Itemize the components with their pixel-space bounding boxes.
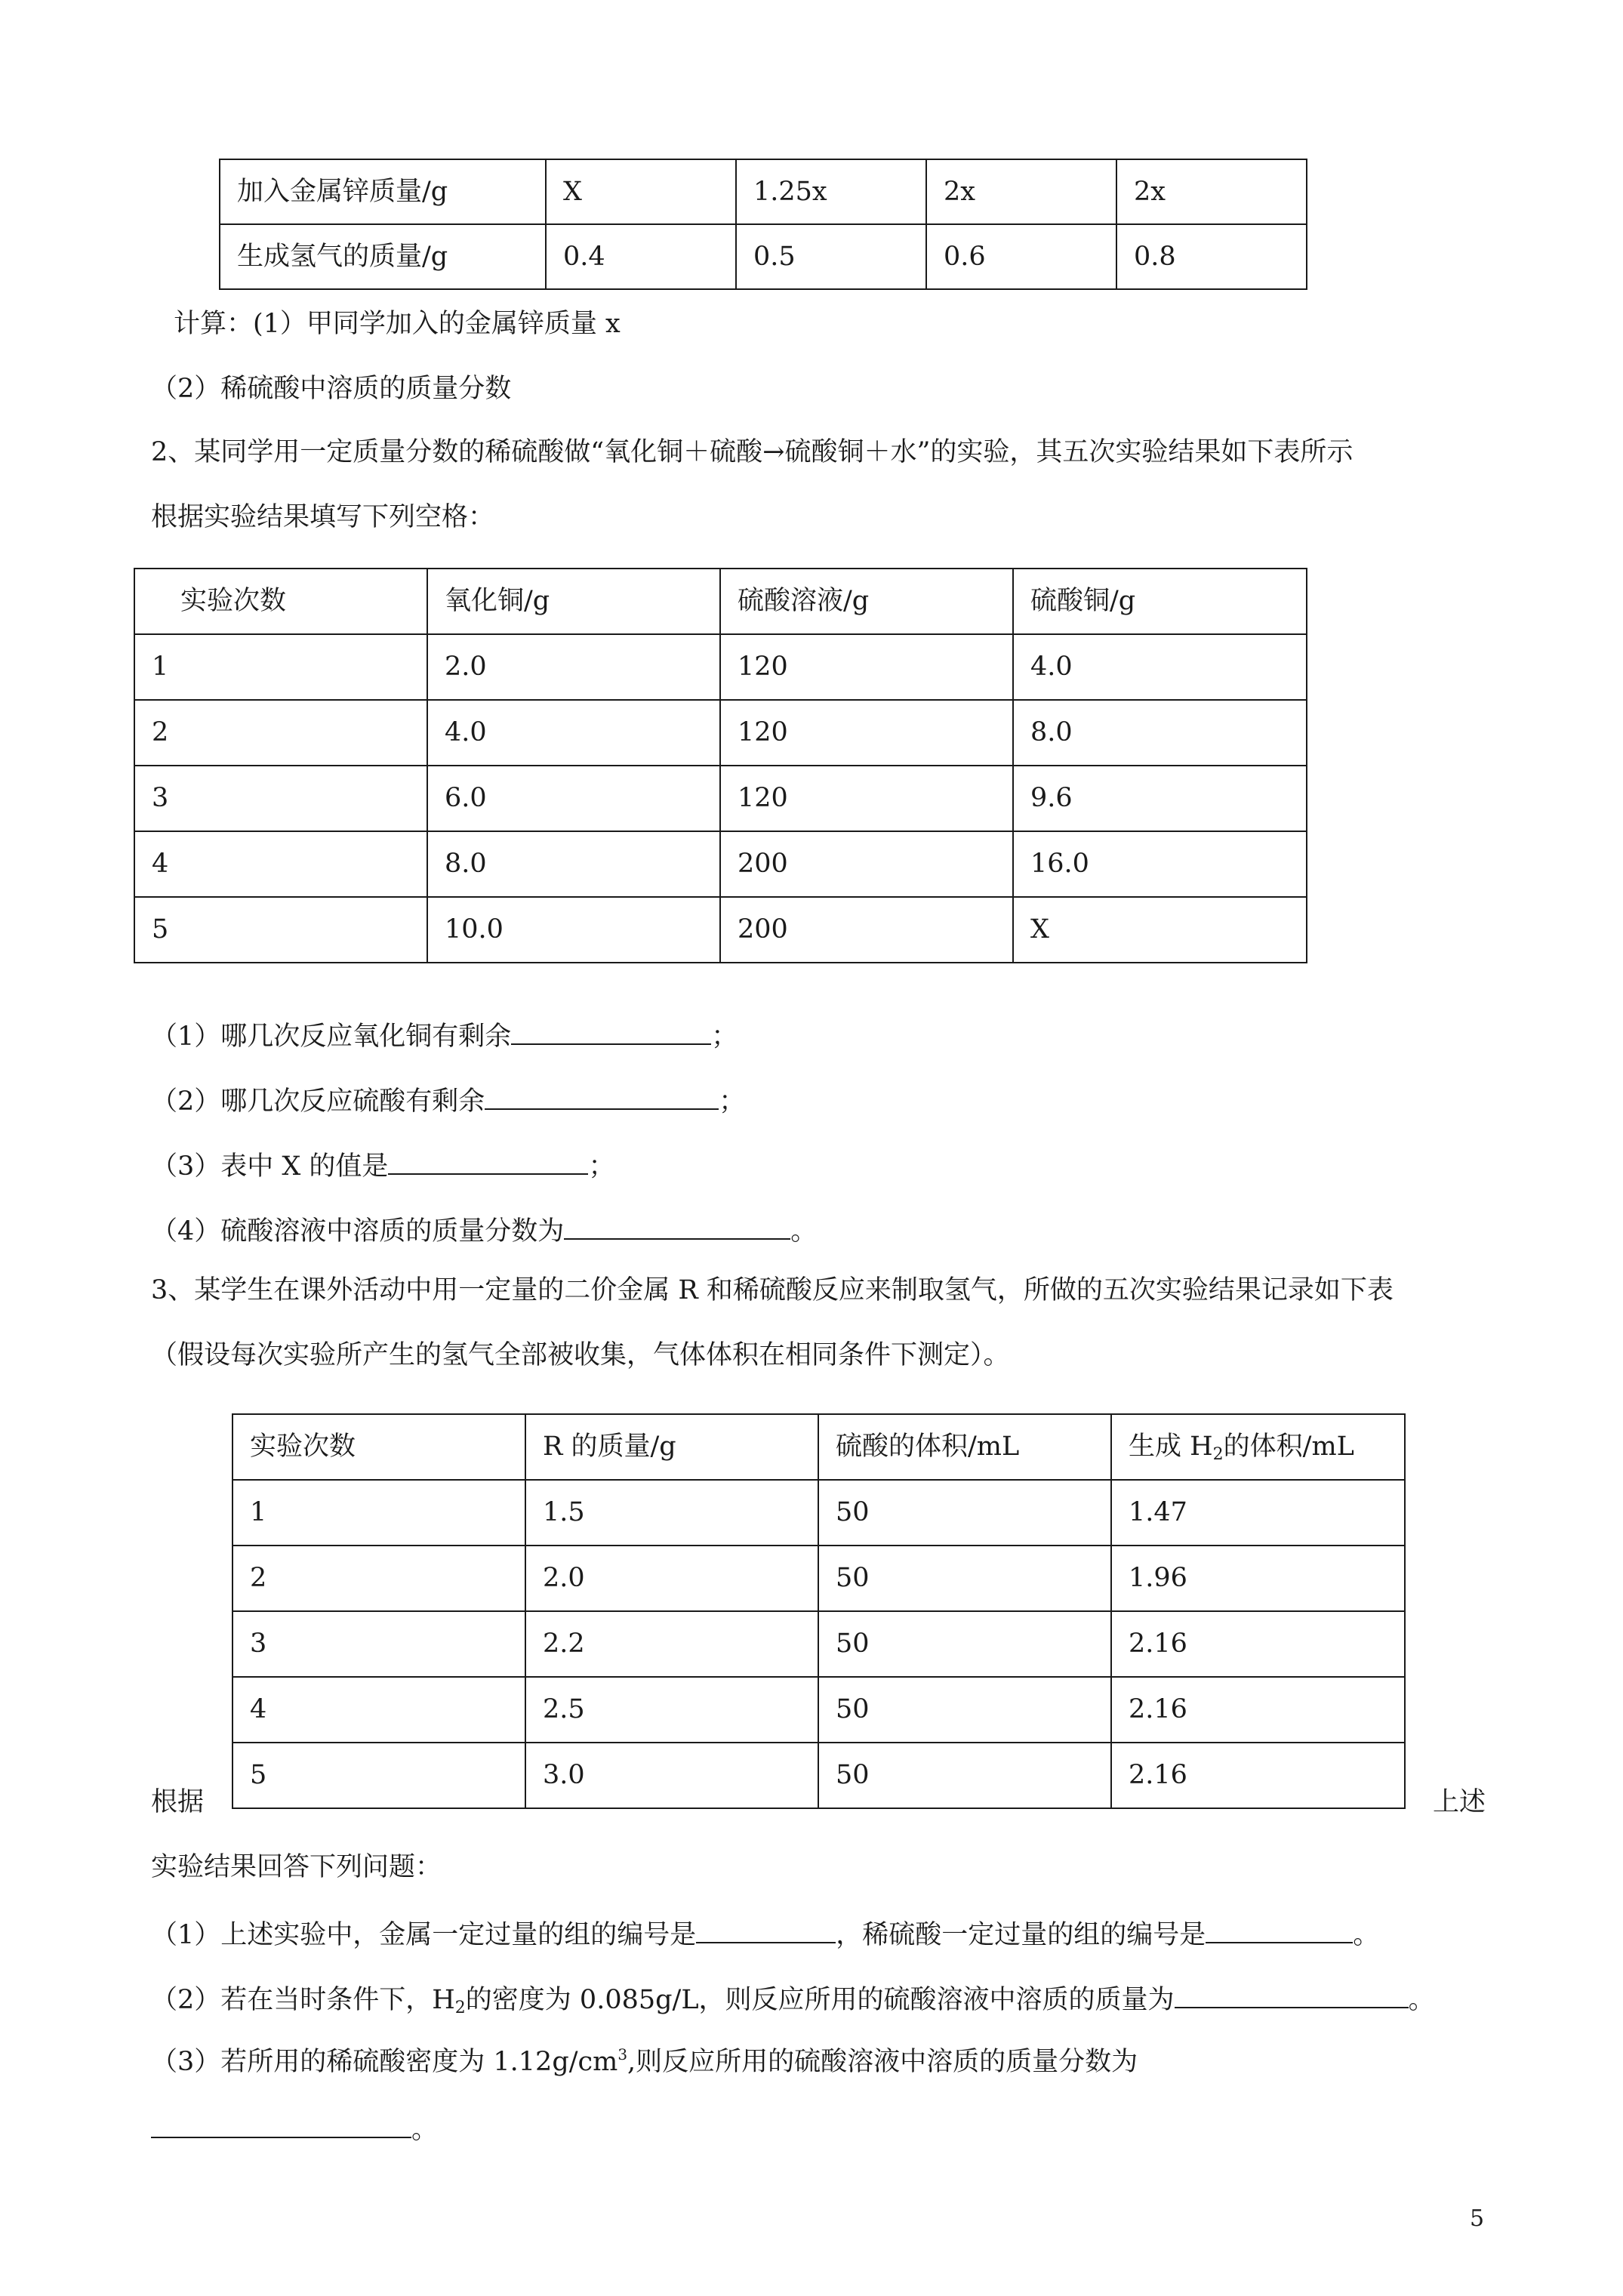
- column-header: 硫酸铜/g: [1013, 569, 1307, 634]
- column-header: 氧化铜/g: [427, 569, 720, 634]
- q3-sub2: （2）若在当时条件下，$H_2$的密度为 0.085g/L，则反应所用的硫酸溶液中溶质的质量为 。: [151, 1985, 1435, 2017]
- column-header: 生成 $H_2$的体积/mL: [1111, 1414, 1405, 1480]
- calc-line-1: 计算：(1）甲同学加入的金属锌质量 x: [174, 309, 621, 339]
- table-cell: 4: [134, 831, 427, 897]
- table-row: [134, 766, 1307, 831]
- table-cell: 2: [134, 700, 427, 766]
- answer-blank[interactable]: [151, 2114, 411, 2138]
- table-row: [134, 897, 1307, 963]
- table-row: [233, 1677, 1405, 1743]
- q2-sub3: （3）表中 X 的值是 ；: [151, 1151, 615, 1182]
- q3-intro-line-2: （假设每次实验所产生的氢气全部被收集，气体体积在相同条件下测定）。: [151, 1340, 1010, 1370]
- table-cell: 2.0: [525, 1546, 818, 1611]
- table-cell: 1.25x: [736, 159, 926, 224]
- table-cell: 2x: [1116, 159, 1307, 224]
- column-header: R 的质量/g: [525, 1414, 818, 1480]
- table-cell: 50: [818, 1743, 1111, 1808]
- table-cell: 50: [818, 1480, 1111, 1546]
- table-row: [134, 634, 1307, 700]
- table-cell: 4.0: [1013, 634, 1307, 700]
- table-cell: 50: [818, 1677, 1111, 1743]
- table-cell: 0.8: [1116, 224, 1307, 289]
- q3-side-left: 根据: [151, 1787, 205, 1817]
- table-cell: 0.4: [546, 224, 736, 289]
- table-row: [134, 831, 1307, 897]
- table-cell: 50: [818, 1611, 1111, 1677]
- answer-blank[interactable]: [485, 1086, 719, 1110]
- answer-blank[interactable]: [696, 1919, 836, 1943]
- copper-oxide-table: [134, 568, 1307, 963]
- q3-intro-line-1: 3、某学生在课外活动中用一定量的二价金属 R 和稀硫酸反应来制取氢气，所做的五次实验结果记录如下表: [151, 1275, 1394, 1305]
- table-cell: 2.16: [1111, 1611, 1405, 1677]
- answer-blank[interactable]: [388, 1151, 588, 1175]
- table-cell: 1.5: [525, 1480, 818, 1546]
- q3-sub3: （3）若所用的稀硫酸密度为 $1.12g/cm^3$,则反应所用的硫酸溶液中溶质的质量分数为: [151, 2045, 1138, 2077]
- table-header-row: [233, 1414, 1405, 1480]
- table-cell: 8.0: [427, 831, 720, 897]
- table-cell: 2.2: [525, 1611, 818, 1677]
- table-cell: X: [1013, 897, 1307, 963]
- q3-follow: 实验结果回答下列问题：: [151, 1852, 442, 1882]
- q2-sub1: （1）哪几次反应氧化铜有剩余 ；: [151, 1022, 738, 1052]
- table-header-row: [134, 569, 1307, 634]
- table-cell: 2x: [926, 159, 1116, 224]
- column-header: 硫酸溶液/g: [720, 569, 1013, 634]
- table-cell: 200: [720, 831, 1013, 897]
- table-cell: 10.0: [427, 897, 720, 963]
- table-cell: 1: [233, 1480, 525, 1546]
- page-number: 5: [1470, 2205, 1485, 2232]
- q3-sub1: （1）上述实验中，金属一定过量的组的编号是 ，稀硫酸一定过量的组的编号是 。: [151, 1920, 1380, 1950]
- answer-blank[interactable]: [564, 1216, 790, 1240]
- table-cell: 加入金属锌质量/g: [220, 159, 546, 224]
- answer-blank[interactable]: [1206, 1919, 1353, 1943]
- table-cell: 1.47: [1111, 1480, 1405, 1546]
- metal-r-table: [232, 1413, 1406, 1809]
- answer-blank[interactable]: [511, 1021, 711, 1045]
- table-cell: 1.96: [1111, 1546, 1405, 1611]
- table-cell: X: [546, 159, 736, 224]
- table-cell: 120: [720, 700, 1013, 766]
- q3-side-right: 上述: [1433, 1787, 1486, 1817]
- table-row: [233, 1743, 1405, 1808]
- table-row: [233, 1480, 1405, 1546]
- answer-blank[interactable]: [1175, 1984, 1409, 2008]
- table-cell: 3: [233, 1611, 525, 1677]
- calc-line-2: （2）稀硫酸中溶质的质量分数: [151, 374, 512, 404]
- column-header: 实验次数: [134, 569, 427, 634]
- table-cell: 2.0: [427, 634, 720, 700]
- q2-intro-line-2: 根据实验结果填写下列空格：: [151, 502, 495, 532]
- table-cell: 3.0: [525, 1743, 818, 1808]
- table-cell: 2.16: [1111, 1743, 1405, 1808]
- table-cell: 200: [720, 897, 1013, 963]
- table-cell: 50: [818, 1546, 1111, 1611]
- table-row: [233, 1611, 1405, 1677]
- table-cell: 0.6: [926, 224, 1116, 289]
- table-cell: 5: [134, 897, 427, 963]
- table-row: [220, 224, 1307, 289]
- column-header: 实验次数: [233, 1414, 525, 1480]
- q2-sub4: （4）硫酸溶液中溶质的质量分数为 。: [151, 1216, 818, 1247]
- table-cell: 8.0: [1013, 700, 1307, 766]
- zinc-hydrogen-table: [219, 159, 1307, 290]
- table-row: [220, 159, 1307, 224]
- table-cell: 1: [134, 634, 427, 700]
- column-header: 硫酸的体积/mL: [818, 1414, 1111, 1480]
- table-cell: 0.5: [736, 224, 926, 289]
- table-cell: 2.16: [1111, 1677, 1405, 1743]
- table-cell: 6.0: [427, 766, 720, 831]
- q2-sub2: （2）哪几次反应硫酸有剩余 ；: [151, 1086, 746, 1117]
- table-cell: 4.0: [427, 700, 720, 766]
- table-cell: 120: [720, 634, 1013, 700]
- table-row: [134, 700, 1307, 766]
- q2-intro-line-1: 2、某同学用一定质量分数的稀硫酸做“氧化铜＋硫酸→硫酸铜＋水”的实验，其五次实验结果如下表所示: [151, 437, 1354, 467]
- table-cell: 5: [233, 1743, 525, 1808]
- table-cell: 16.0: [1013, 831, 1307, 897]
- table-row: [233, 1546, 1405, 1611]
- table-cell: 120: [720, 766, 1013, 831]
- table-cell: 2: [233, 1546, 525, 1611]
- table-cell: 3: [134, 766, 427, 831]
- table-cell: 2.5: [525, 1677, 818, 1743]
- q3-sub3-answer: 。: [151, 2114, 438, 2143]
- table-cell: 9.6: [1013, 766, 1307, 831]
- table-cell: 4: [233, 1677, 525, 1743]
- table-cell: 生成氢气的质量/g: [220, 224, 546, 289]
